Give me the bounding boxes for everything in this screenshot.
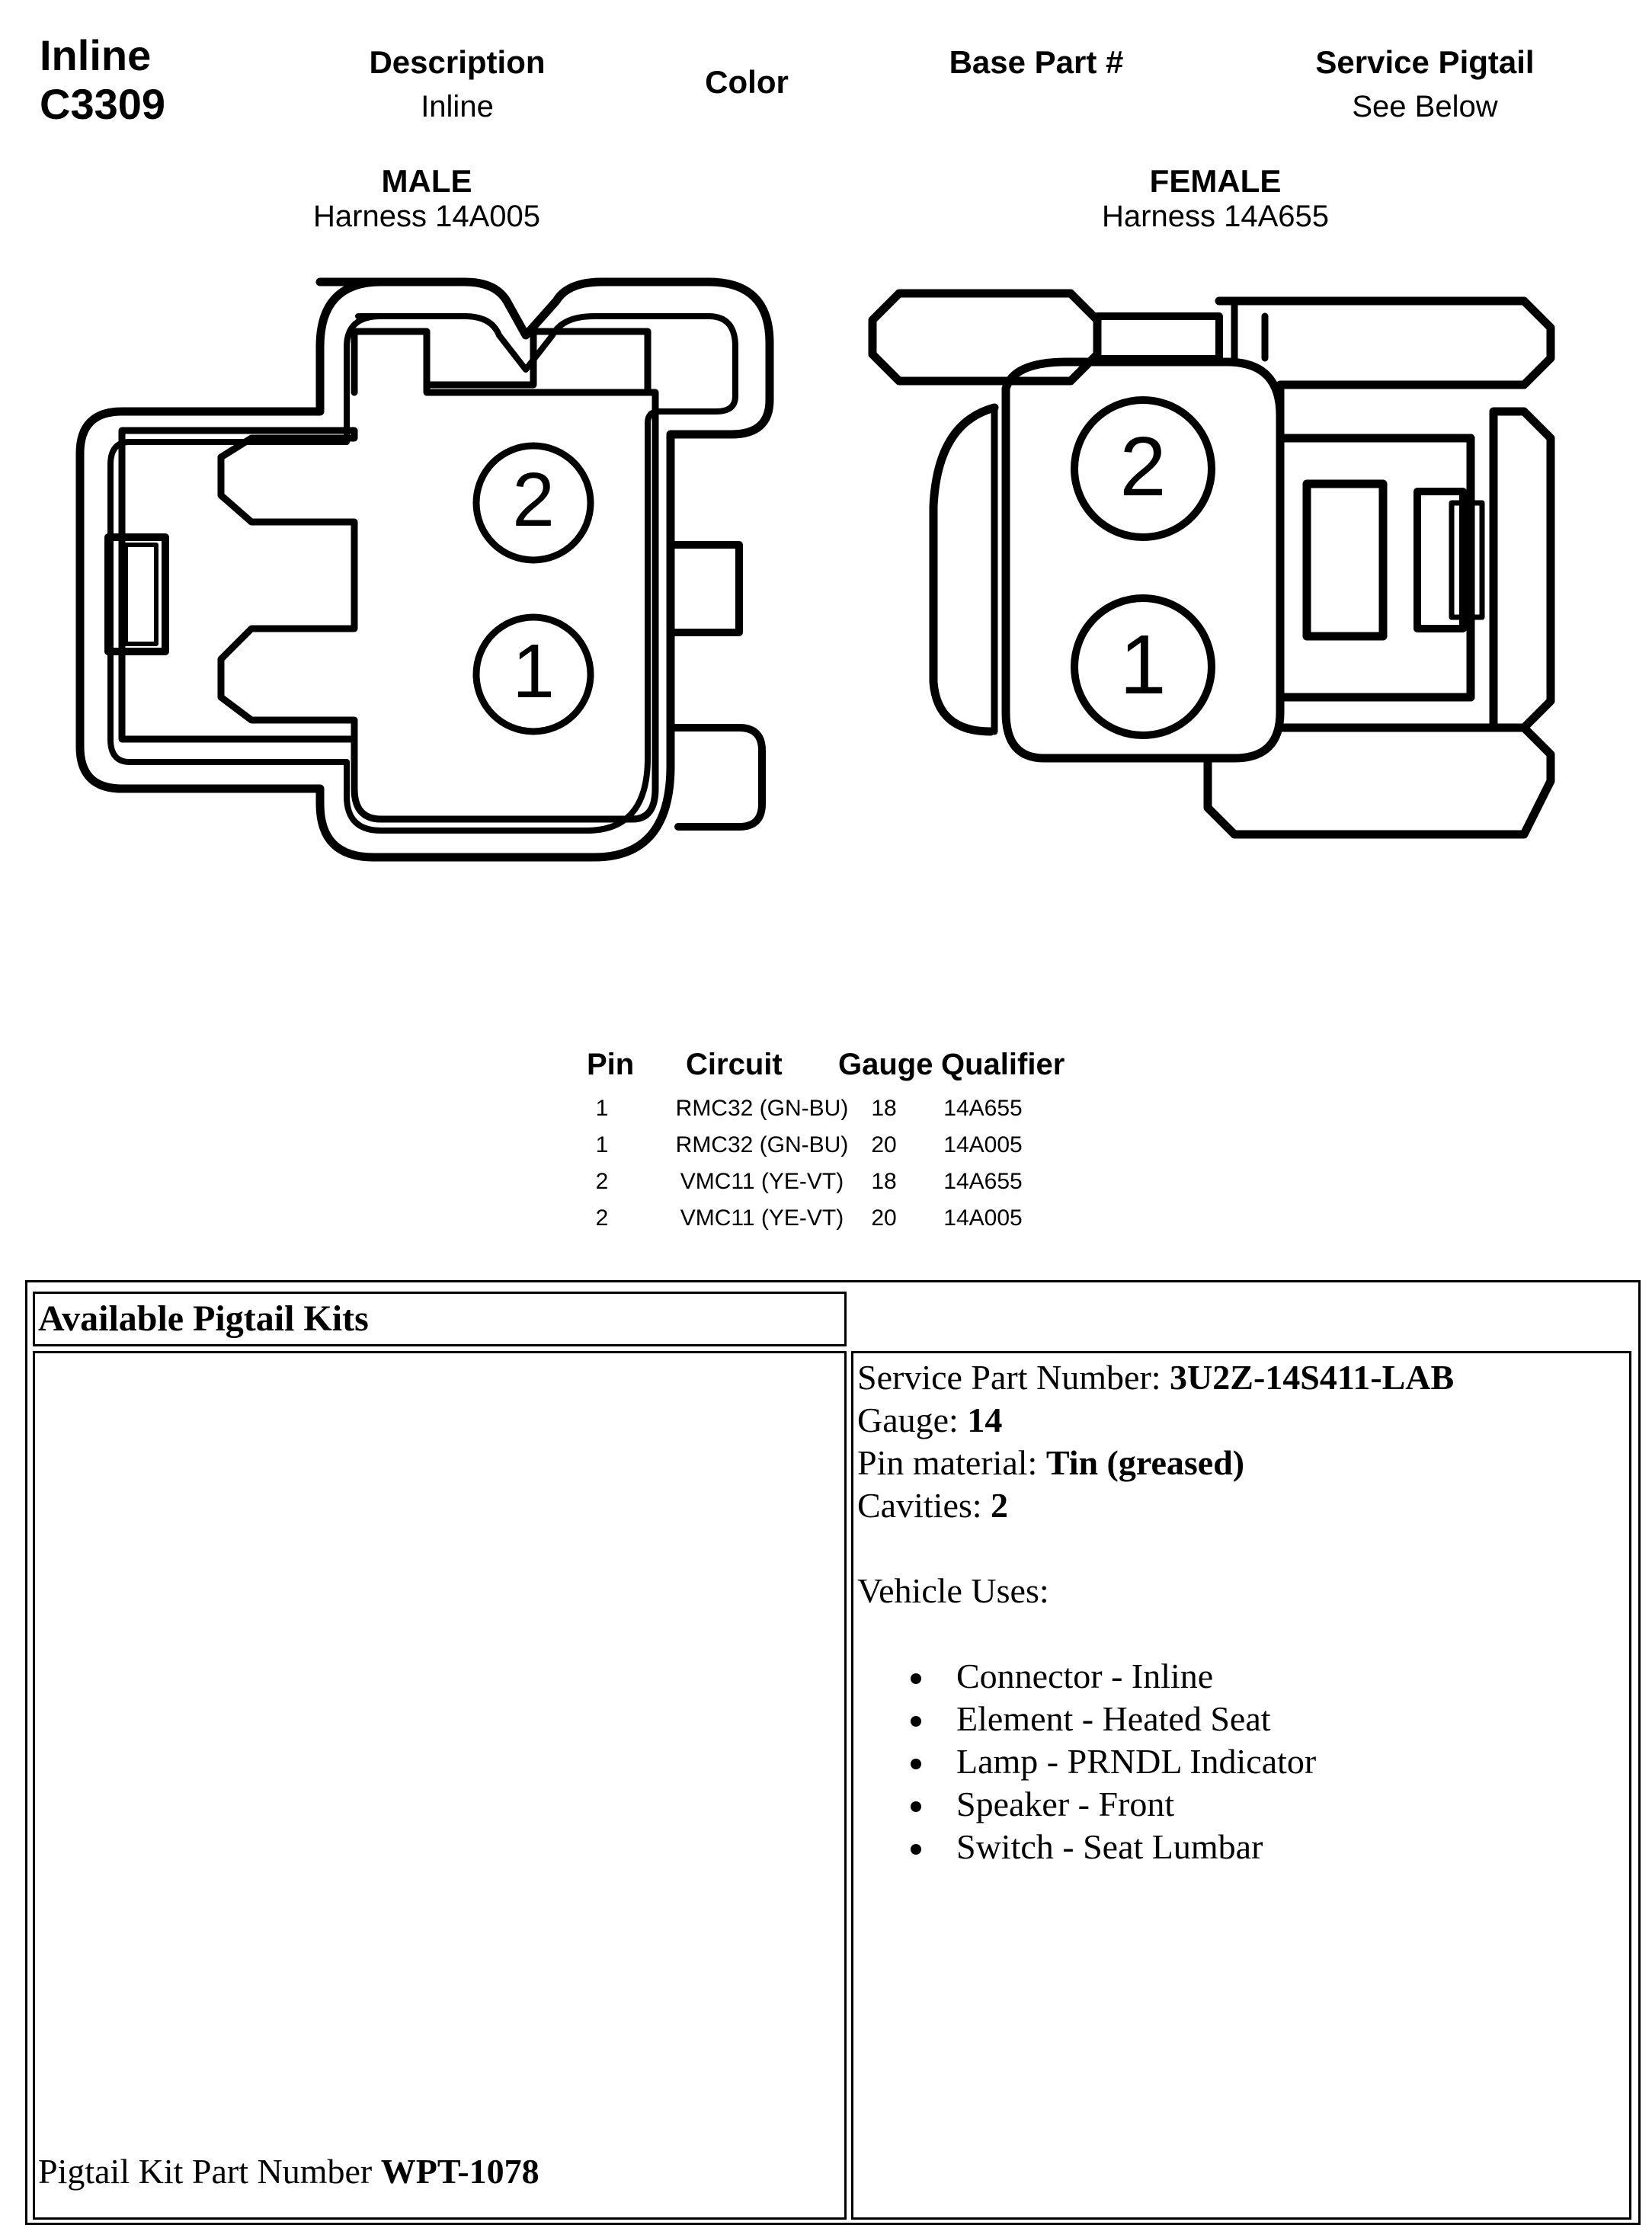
service-pigtail-value: See Below bbox=[1352, 90, 1498, 123]
female-pin-2-label: 2 bbox=[1119, 420, 1167, 514]
female-left-handle bbox=[872, 293, 1097, 381]
row-gauge: 20 bbox=[871, 1205, 897, 1231]
circuit-header: Circuit bbox=[686, 1048, 783, 1081]
vehicle-use-text: Connector - Inline bbox=[956, 1657, 1214, 1695]
cavities-line bbox=[857, 1484, 1619, 1527]
row-qualifier: 14A005 bbox=[943, 1132, 1023, 1157]
female-title: FEMALE bbox=[1149, 163, 1282, 199]
kit-part-value: WPT-1078 bbox=[380, 2152, 539, 2191]
gauge-value: 14 bbox=[967, 1401, 1003, 1439]
row-circuit: RMC32 (GN-BU) bbox=[675, 1096, 849, 1121]
row-pin: 1 bbox=[595, 1096, 609, 1121]
list-item bbox=[911, 1698, 1619, 1740]
row-qualifier: 14A655 bbox=[943, 1169, 1023, 1194]
connector-id: C3309 bbox=[40, 80, 166, 128]
female-top-arm bbox=[1219, 301, 1551, 438]
gauge-header: Gauge bbox=[838, 1048, 933, 1081]
female-contact-box-1 bbox=[1307, 484, 1383, 636]
kit-image-cell bbox=[33, 1351, 847, 2220]
bullet-icon bbox=[911, 1801, 921, 1812]
row-qualifier: 14A005 bbox=[943, 1205, 1023, 1231]
row-pin: 1 bbox=[595, 1132, 609, 1157]
row-circuit: RMC32 (GN-BU) bbox=[675, 1132, 849, 1157]
pin-header: Pin bbox=[587, 1048, 635, 1081]
kit-part-number bbox=[38, 2150, 539, 2193]
qualifier-header: Qualifier bbox=[941, 1048, 1065, 1081]
service-pigtail-label: Service Pigtail bbox=[1315, 44, 1535, 80]
cavities-label: Cavities: bbox=[857, 1486, 991, 1525]
service-part-label: Service Part Number: bbox=[857, 1358, 1170, 1397]
bullet-icon bbox=[911, 1759, 921, 1769]
service-part-value: 3U2Z-14S411-LAB bbox=[1170, 1358, 1455, 1397]
male-connector-diagram bbox=[69, 271, 792, 865]
color-label: Color bbox=[705, 64, 789, 100]
vehicle-use-text: Speaker - Front bbox=[956, 1785, 1175, 1823]
base-part-label: Base Part # bbox=[949, 44, 1124, 80]
vehicle-use-text: Element - Heated Seat bbox=[956, 1699, 1271, 1738]
male-right-tab-lower bbox=[671, 728, 762, 827]
row-gauge: 20 bbox=[871, 1132, 897, 1157]
vehicle-use-text: Lamp - PRNDL Indicator bbox=[956, 1742, 1317, 1781]
list-item bbox=[911, 1783, 1619, 1826]
pin-material-value: Tin (greased) bbox=[1045, 1443, 1245, 1482]
female-contact-box-2 bbox=[1417, 491, 1463, 629]
vehicle-uses-label: Vehicle Uses: bbox=[857, 1571, 1049, 1610]
cavities-value: 2 bbox=[991, 1486, 1009, 1525]
female-left-back bbox=[933, 408, 994, 732]
description-label: Description bbox=[369, 44, 546, 80]
list-item bbox=[911, 1740, 1619, 1783]
row-gauge: 18 bbox=[871, 1169, 897, 1194]
row-circuit: VMC11 (YE-VT) bbox=[680, 1205, 844, 1231]
gauge-label: Gauge: bbox=[857, 1401, 968, 1439]
row-pin: 2 bbox=[595, 1169, 609, 1194]
kit-part-label: Pigtail Kit Part Number bbox=[38, 2152, 381, 2191]
male-right-tab bbox=[671, 545, 739, 632]
bullet-icon bbox=[911, 1844, 921, 1855]
kit-details bbox=[857, 1356, 1619, 1868]
list-item bbox=[911, 1655, 1619, 1698]
service-part-line bbox=[857, 1356, 1619, 1399]
female-bottom-arm bbox=[1208, 697, 1551, 834]
male-harness: Harness 14A005 bbox=[313, 200, 540, 233]
vehicle-use-text: Switch - Seat Lumbar bbox=[956, 1827, 1263, 1866]
male-mating-face bbox=[122, 331, 655, 819]
row-circuit: VMC11 (YE-VT) bbox=[680, 1169, 844, 1194]
pin-material-label: Pin material: bbox=[857, 1443, 1046, 1482]
list-item bbox=[911, 1826, 1619, 1868]
female-harness: Harness 14A655 bbox=[1102, 200, 1329, 233]
female-pin-1-label: 1 bbox=[1119, 618, 1167, 712]
description-value: Inline bbox=[421, 90, 494, 123]
male-pin-2-label: 2 bbox=[512, 457, 555, 543]
gauge-line bbox=[857, 1399, 1619, 1442]
pigtail-kits-heading: Available Pigtail Kits bbox=[38, 1298, 369, 1339]
row-pin: 2 bbox=[595, 1205, 609, 1231]
female-connector-diagram bbox=[869, 286, 1554, 850]
male-pin-1-label: 1 bbox=[512, 629, 555, 714]
vehicle-uses-list bbox=[911, 1655, 1619, 1868]
row-qualifier: 14A655 bbox=[943, 1096, 1023, 1121]
bullet-icon bbox=[911, 1716, 921, 1727]
pin-material-line bbox=[857, 1442, 1619, 1484]
bullet-icon bbox=[911, 1673, 921, 1684]
male-title: MALE bbox=[381, 163, 472, 199]
connector-type: Inline bbox=[40, 31, 152, 79]
row-gauge: 18 bbox=[871, 1096, 897, 1121]
